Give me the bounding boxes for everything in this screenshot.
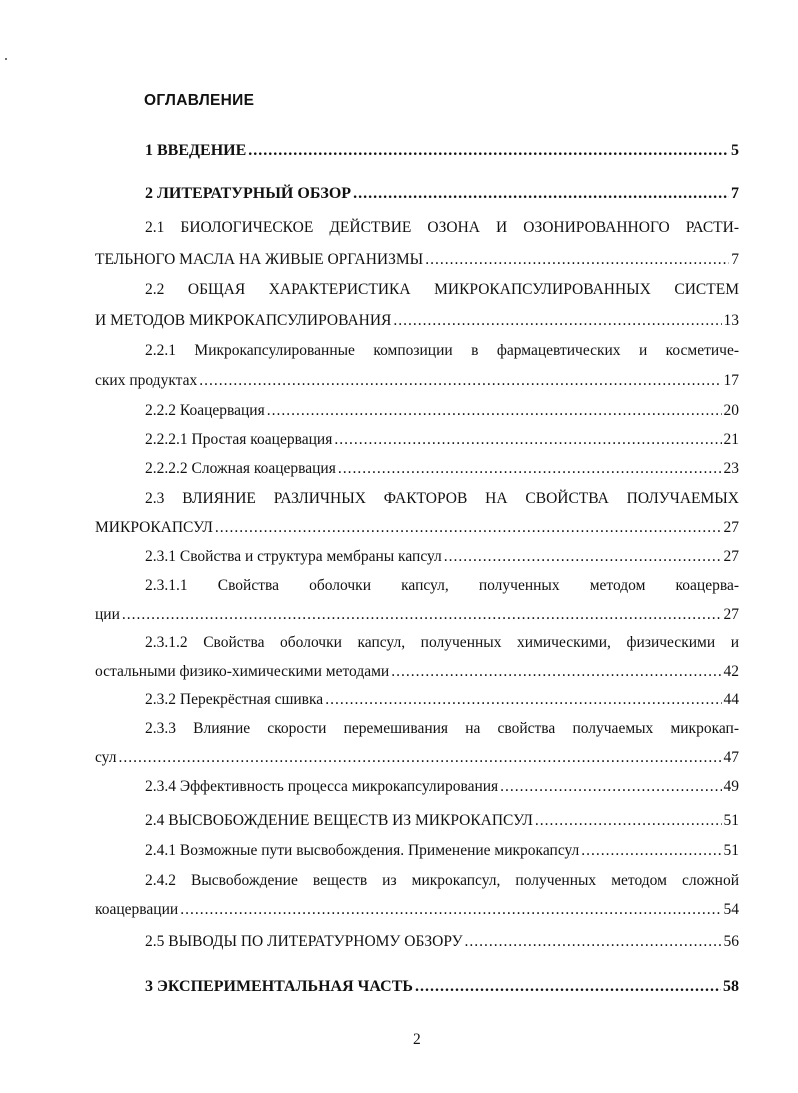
toc-entry-title: 2.4.2 Высвобождение веществ из микрокапсул, полученных методом сложной <box>145 872 739 889</box>
toc-entry-page: 27 <box>723 519 739 536</box>
toc-entry-2-2-2-1[interactable] <box>145 430 739 450</box>
toc-entry-2-4-2[interactable] <box>145 871 739 891</box>
dot-leader <box>500 777 721 797</box>
toc-entry-2-5[interactable] <box>145 932 739 952</box>
page-number: 2 <box>413 1031 421 1048</box>
dot-leader <box>338 459 722 479</box>
dot-leader <box>267 401 722 421</box>
dot-leader <box>199 371 721 391</box>
toc-entry-page: 58 <box>723 978 739 995</box>
toc-entry-title-cont: остальными физико-химическими методами <box>95 663 390 680</box>
toc-entry-2-2-cont[interactable] <box>95 311 739 331</box>
toc-entry-2-3-1-2[interactable] <box>145 633 739 653</box>
toc-entry-2-2[interactable] <box>145 280 739 300</box>
toc-entry-2-1-cont[interactable] <box>95 250 739 270</box>
dot-leader <box>415 977 721 997</box>
toc-entry-page: 47 <box>723 749 739 766</box>
toc-entry-2-3-4[interactable] <box>145 777 739 797</box>
toc-entry-title-cont: И МЕТОДОВ МИКРОКАПСУЛИРОВАНИЯ <box>95 312 392 329</box>
toc-entry-2-3-cont[interactable] <box>95 518 739 538</box>
toc-entry-title: 3 ЭКСПЕРИМЕНТАЛЬНАЯ ЧАСТЬ <box>145 978 413 995</box>
dot-leader <box>122 605 722 625</box>
toc-entry-page: 27 <box>723 606 739 623</box>
toc-entry-page: 51 <box>723 842 739 859</box>
toc-entry-page: 17 <box>723 372 739 389</box>
toc-entry-1[interactable] <box>145 141 739 161</box>
dot-leader <box>465 932 722 952</box>
toc-entry-2-2-1-cont[interactable] <box>95 371 739 391</box>
toc-entry-2-3-1-2-cont[interactable] <box>95 662 739 682</box>
toc-entry-title: 1 ВВЕДЕНИЕ <box>145 142 247 159</box>
toc-entry-title-cont: ских продуктах <box>95 372 198 389</box>
toc-entry-title: 2.2.2 Коацервация <box>145 402 265 419</box>
dot-leader <box>393 311 721 331</box>
toc-entry-title: 2.5 ВЫВОДЫ ПО ЛИТЕРАТУРНОМУ ОБЗОРУ <box>145 933 463 950</box>
toc-entry-2-2-2[interactable] <box>145 401 739 421</box>
toc-entry-title-cont: коацервации <box>95 901 179 918</box>
toc-entry-2-3-3[interactable] <box>145 719 739 739</box>
toc-entry-2-2-1[interactable] <box>145 341 739 361</box>
toc-entry-page: 27 <box>723 548 739 565</box>
toc-entry-title-cont: ТЕЛЬНОГО МАСЛА НА ЖИВЫЕ ОРГАНИЗМЫ <box>95 251 424 268</box>
toc-entry-2-4-1[interactable] <box>145 841 739 861</box>
toc-entry-title: 2.3.3 Влияние скорости перемешивания на свойства получаемых микрокап- <box>145 720 739 737</box>
toc-entry-title: 2.4 ВЫСВОБОЖДЕНИЕ ВЕЩЕСТВ ИЗ МИКРОКАПСУЛ <box>145 812 533 829</box>
toc-entry-page: 42 <box>723 663 739 680</box>
dot-leader <box>353 184 729 204</box>
toc-entry-page: 49 <box>723 778 739 795</box>
toc-entry-2-3-1[interactable] <box>145 547 739 567</box>
toc-entry-title-cont: сул <box>95 749 117 766</box>
dot-leader <box>334 430 721 450</box>
dot-leader <box>118 748 721 768</box>
toc-entry-page: 20 <box>723 402 739 419</box>
toc-entry-page: 51 <box>723 812 739 829</box>
toc-entry-title-cont: МИКРОКАПСУЛ <box>95 519 213 536</box>
toc-entry-title: 2.2.1 Микрокапсулированные композиции в фармацевтических и косметиче- <box>145 342 739 359</box>
toc-entry-title: 2.3 ВЛИЯНИЕ РАЗЛИЧНЫХ ФАКТОРОВ НА СВОЙСТВА ПОЛУЧАЕМЫХ <box>145 490 739 507</box>
dot-leader <box>444 547 722 567</box>
toc-entry-2-3-1-1[interactable] <box>145 576 739 596</box>
toc-entry-title: 2.3.2 Перекрёстная сшивка <box>145 691 324 708</box>
toc-entry-title: 2.2 ОБЩАЯ ХАРАКТЕРИСТИКА МИКРОКАПСУЛИРОВАННЫХ СИСТЕМ <box>145 281 739 298</box>
toc-entry-2-3-1-1-cont[interactable] <box>95 605 739 625</box>
toc-entry-title: 2.2.2.1 Простая коацервация <box>145 431 333 448</box>
toc-entry-2-1[interactable] <box>145 218 739 238</box>
toc-entry-title-cont: ции <box>95 606 120 623</box>
toc-entry-title: 2.3.1.2 Свойства оболочки капсул, полученных химическими, физическими и <box>145 634 739 651</box>
toc-entry-title: 2 ЛИТЕРАТУРНЫЙ ОБЗОР <box>145 185 352 202</box>
toc-entry-title: 2.2.2.2 Сложная коацервация <box>145 460 336 477</box>
toc-entry-2-2-2-2[interactable] <box>145 459 739 479</box>
dot-leader <box>391 662 721 682</box>
toc-entry-2-4-2-cont[interactable] <box>95 900 739 920</box>
toc-entry-page: 7 <box>731 185 739 202</box>
toc-entry-2[interactable] <box>145 184 739 204</box>
toc-entry-title: 2.4.1 Возможные пути высвобождения. Применение микрокапсул <box>145 842 580 859</box>
dot-leader <box>535 811 722 831</box>
toc-entry-page: 5 <box>731 142 739 159</box>
dot-leader <box>180 900 721 920</box>
toc-entry-title: 2.3.4 Эффективность процесса микрокапсулирования <box>145 778 499 795</box>
toc-entry-2-3-3-cont[interactable] <box>95 748 739 768</box>
toc-entry-title: 2.3.1 Свойства и структура мембраны капсул <box>145 548 442 565</box>
toc-entry-page: 7 <box>731 251 739 268</box>
dot-leader <box>425 250 729 270</box>
toc-entry-page: 56 <box>723 933 739 950</box>
toc-entry-page: 13 <box>723 312 739 329</box>
toc-entry-3[interactable] <box>145 977 739 997</box>
toc-entry-title: 2.1 БИОЛОГИЧЕСКОЕ ДЕЙСТВИЕ ОЗОНА И ОЗОНИРОВАННОГО РАСТИ- <box>145 219 739 236</box>
toc-entry-title: 2.3.1.1 Свойства оболочки капсул, полученных методом коацерва- <box>145 577 739 594</box>
toc-entry-page: 44 <box>723 691 739 708</box>
toc-title: ОГЛАВЛЕНИЕ <box>144 92 255 109</box>
dot-leader <box>248 141 729 161</box>
dot-leader <box>325 690 721 710</box>
toc-entry-page: 54 <box>723 901 739 918</box>
dot-leader <box>215 518 722 538</box>
toc-entry-page: 23 <box>723 460 739 477</box>
dot-leader <box>581 841 721 861</box>
toc-entry-page: 21 <box>723 431 739 448</box>
toc-entry-2-3[interactable] <box>145 489 739 509</box>
scan-speck <box>5 58 7 60</box>
toc-entry-2-4[interactable] <box>145 811 739 831</box>
toc-entry-2-3-2[interactable] <box>145 690 739 710</box>
